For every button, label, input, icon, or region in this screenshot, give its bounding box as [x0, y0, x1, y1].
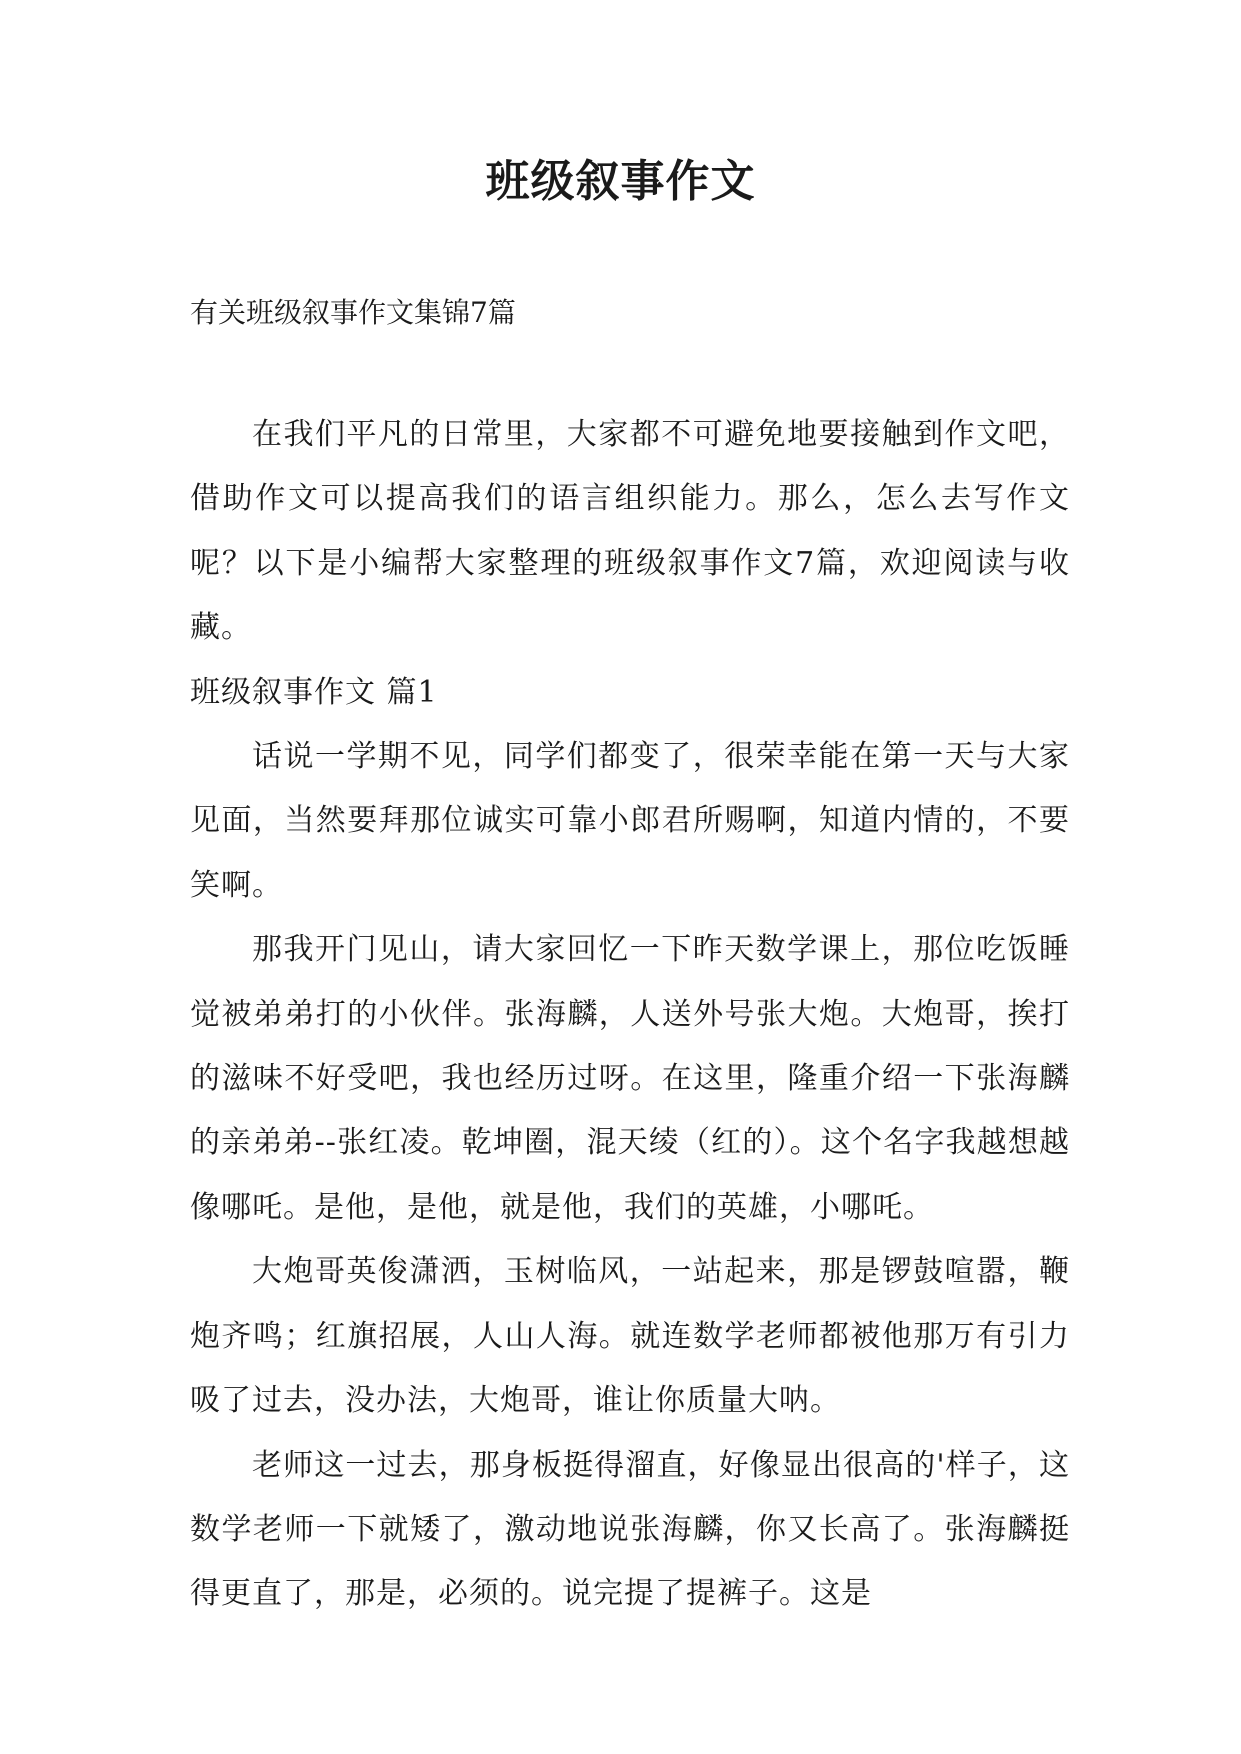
document-title: 班级叙事作文: [485, 156, 756, 207]
document-body: [190, 403, 1070, 1627]
body-paragraph: 大炮哥英俊潇洒，玉树临风，一站起来，那是锣鼓喧嚣，鞭炮齐鸣；红旗招展，人山人海。就连数学老师都被他那万有引力吸了过去，没办法，大炮哥，谁让你质量大呐。: [190, 1254, 1070, 1419]
intro-paragraph: 在我们平凡的日常里，大家都不可避免地要接触到作文吧，借助作文可以提高我们的语言组织能力。那么，怎么去写作文呢？以下是小编帮大家整理的班级叙事作文7篇，欢迎阅读与收藏。: [190, 417, 1070, 646]
section-heading: 班级叙事作文 篇1: [190, 674, 438, 710]
document-subtitle: 有关班级叙事作文集锦7篇: [190, 296, 516, 329]
body-paragraph: 老师这一过去，那身板挺得溜直，好像显出很高的'样子，这数学老师一下就矮了，激动地说张海麟，你又长高了。张海麟挺得更直了，那是，必须的。说完提了提裤子。这是: [190, 1447, 1070, 1612]
body-paragraph: 话说一学期不见，同学们都变了，很荣幸能在第一天与大家见面，当然要拜那位诚实可靠小郎君所赐啊，知道内情的，不要笑啊。: [190, 739, 1070, 903]
body-paragraph: 那我开门见山，请大家回忆一下昨天数学课上，那位吃饭睡觉被弟弟打的小伙伴。张海麟，人送外号张大炮。大炮哥，挨打的滋味不好受吧，我也经历过呀。在这里，隆重介绍一下张海麟的亲弟弟--张红凌。乾坤圈，混天绫（红的）。这个名字我越想越像哪吒。是他，是他，就是他，我们的英雄，小哪吒。: [190, 932, 1070, 1225]
